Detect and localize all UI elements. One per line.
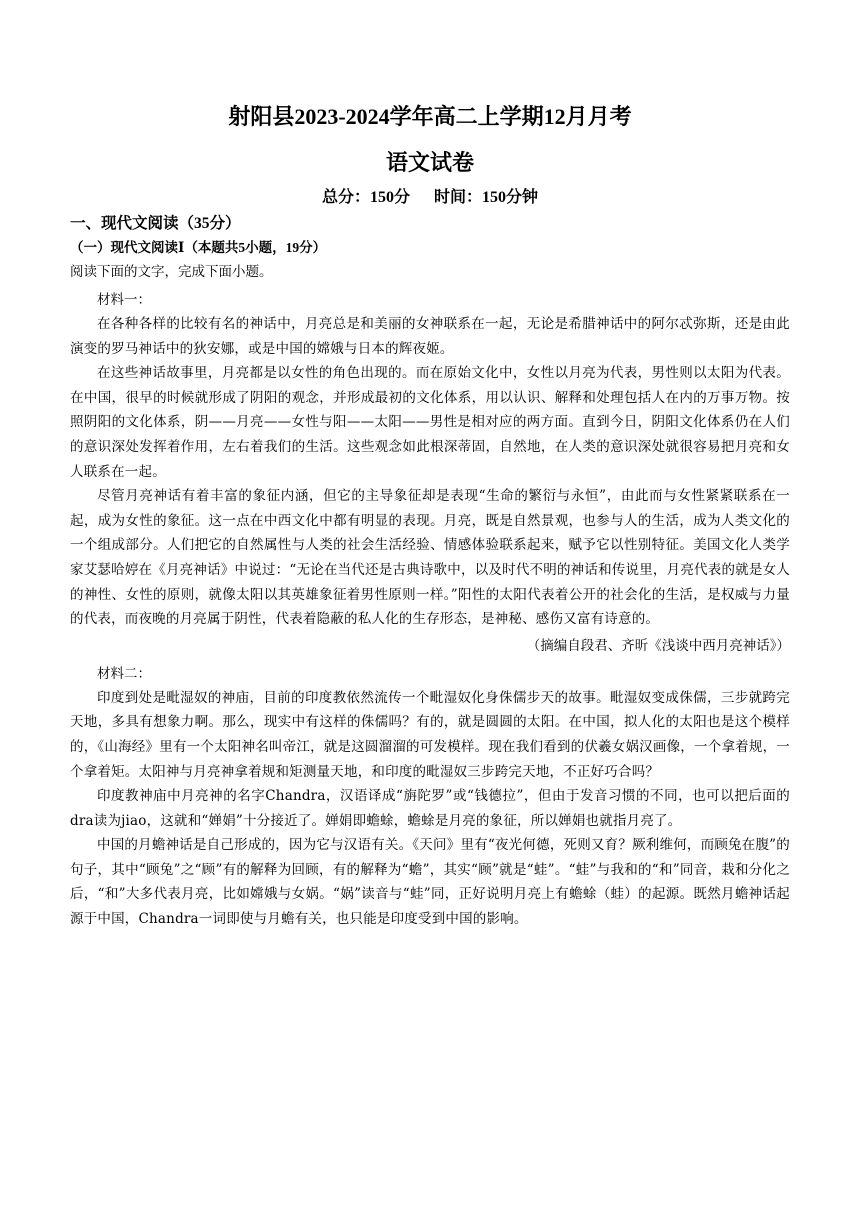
material2-label: 材料二： bbox=[97, 665, 151, 682]
material1-paragraph: 在各种各样的比较有名的神话中，月亮总是和美丽的女神联系在一起，无论是希腊神话中的阿尔忒弥斯，还是由此演变的罗马神话中的狄安娜，或是中国的嫦娥与日本的辉夜姬。 bbox=[70, 316, 790, 357]
material2-paragraph: 印度教神庙中月亮神的名字Chandra，汉语译成“旃陀罗”或“钱德拉”，但由于发音习惯的不同，也可以把后面的dra读为jiao，这就和“婵娟”十分接近了。婵娟即蟾蜍，蟾蜍是月亮的象征，所以婵娟也就指月亮了。 bbox=[70, 788, 790, 829]
material2-paragraph: 印度到处是毗湿奴的神庙，目前的印度教依然流传一个毗湿奴化身侏儒步天的故事。毗湿奴变成侏儒，三步就跨完天地，多具有想象力啊。那么，现实中有这样的侏儒吗？有的，就是圆圆的太阳。在中国，拟人化的太阳也是这个模样的，《山海经》里有一个太阳神名叫帝江，就是这圆溜溜的可发模样。现在我们看到的伏羲女娲汉画像，一个拿着规，一个拿着矩。太阳神与月亮神拿着规和矩测量天地，和印度的毗湿奴三步跨完天地，不正好巧合吗？ bbox=[70, 689, 790, 780]
exam-title: 射阳县2023-2024学年高二上学期12月月考 bbox=[228, 104, 632, 129]
material1-source: （摘编自段君、齐昕《浅谈中西月亮神话》） bbox=[526, 637, 790, 654]
exam-meta: 总分：150分 时间：150分钟 bbox=[321, 189, 538, 206]
section-heading: 一、现代文阅读（35分） bbox=[70, 215, 241, 232]
material1-paragraph: 尽管月亮神话有着丰富的象征内涵，但它的主导象征却是表现“生命的繁衍与永恒”，由此而与女性紧紧联系在一起，成为女性的象征。这一点在中西文化中都有明显的表现。月亮，既是自然景观，也参与人的生活，成为人类文化的一个组成部分。人们把它的自然属性与人类的社会生活经验、情感体验联系起来，赋予它以性别特征。美国文化人类学家艾瑟哈婷在《月亮神话》中说过：“无论在当代还是古典诗歌中，以及时代不明的神话和传说里，月亮代表的就是女人的神性、女性的原则，就像太阳以其英雄象征着男性原则一样。”阳性的太阳代表着公开的社会化的生活，是权威与力量的代表，而夜晚的月亮属于阴性，代表着隐蔽的私人化的生存形态，是神秘、感伤又富有诗意的。 bbox=[70, 488, 790, 628]
exam-page bbox=[70, 100, 790, 932]
material1-label: 材料一： bbox=[97, 292, 151, 308]
exam-subtitle: 语文试卷 bbox=[385, 150, 474, 175]
material1-paragraph: 在这些神话故事里，月亮都是以女性的角色出现的。而在原始文化中，女性以月亮为代表，男性则以太阳为代表。在中国，很早的时候就形成了阴阳的观念，并形成最初的文化体系，用以认识、解释和处理包括人在内的万事万物。按照阴阳的文化体系，阴——月亮——女性与阳——太阳——男性是相对应的两方面。直到今日，阴阳文化体系仍在人们的意识深处发挥着作用，左右着我们的生活。这些观念如此根深蒂固，自然地，在人类的意识深处就很容易把月亮和女人联系在一起。 bbox=[70, 365, 790, 480]
subsection-heading: （一）现代文阅读Ⅰ（本题共5小题，19分） bbox=[70, 240, 327, 255]
reading-instruction: 阅读下面的文字，完成下面小题。 bbox=[70, 264, 273, 280]
material2-paragraph: 中国的月蟾神话是自己形成的，因为它与汉语有关。《天问》里有“夜光何德，死则又育？厥利维何，而顾兔在腹”的句子，其中“顾兔”之“顾”有的解释为回顾，有的解释为“蟾”，其实“顾”就是“蛙”。“蛙”与我和的“和”同音，栽和分化之后，“和”大多代表月亮，比如嫦娥与女娲。“娲”读音与“蛙”同，正好说明月亮上有蟾蜍（蛙）的起源。既然月蟾神话起源于中国，Chandra一词即使与月蟾有关，也只能是印度受到中国的影响。 bbox=[70, 837, 790, 928]
